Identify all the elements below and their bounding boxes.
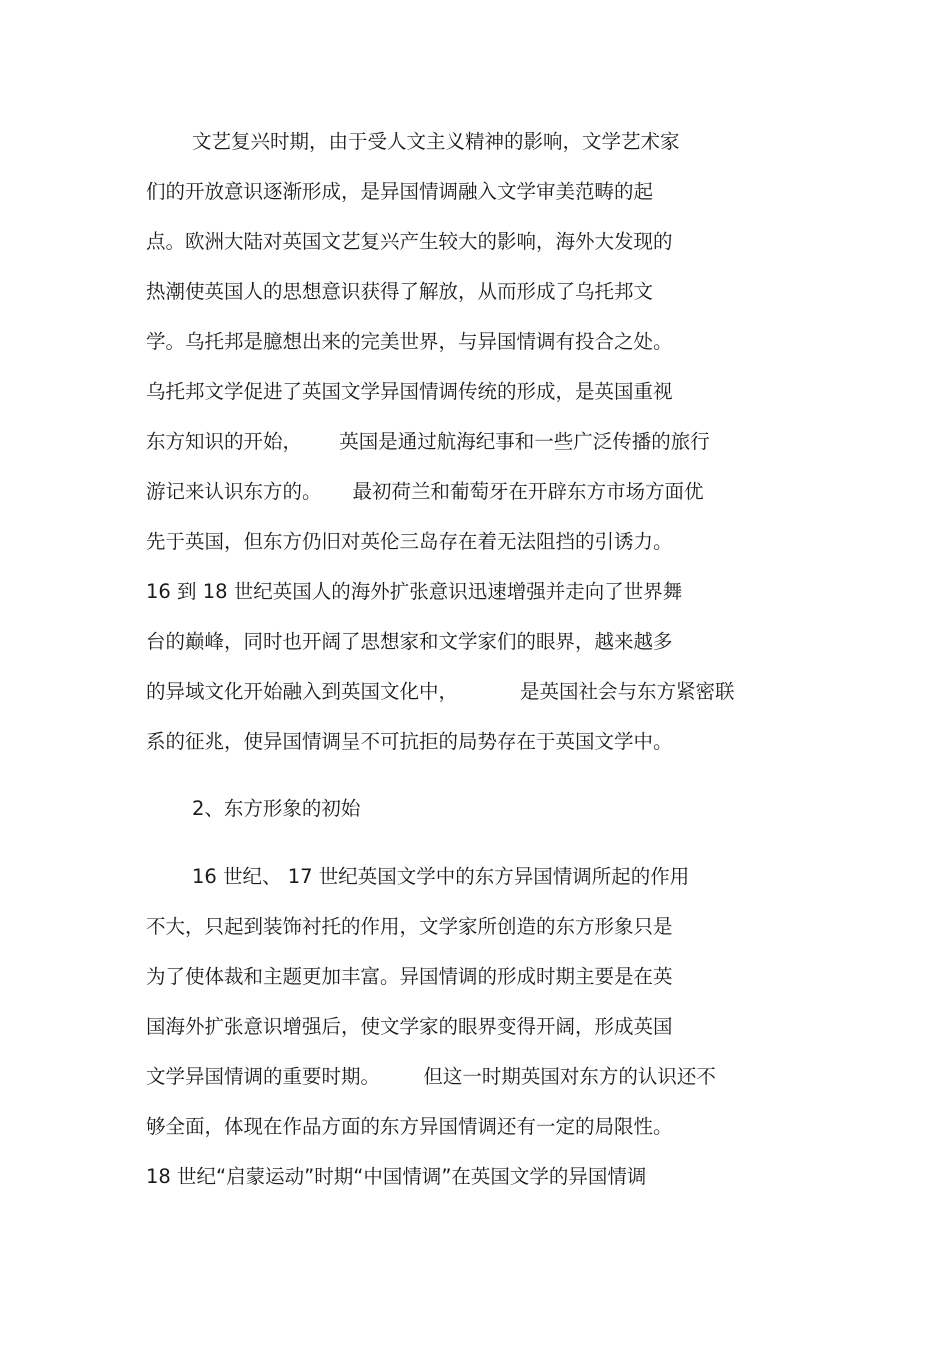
paragraph-2-line-5: 文学异国情调的重要时期。 但这一时期英国对东方的认识还不: [146, 1065, 716, 1088]
section-heading: 2、东方形象的初始: [192, 797, 361, 820]
paragraph-1-line-6: 乌托邦文学促进了英国文学异国情调传统的形成，是英国重视: [146, 380, 673, 403]
paragraph-1-line-11: 台的巅峰，同时也开阔了思想家和文学家们的眼界，越来越多: [146, 630, 673, 653]
paragraph-2-line-4: 国海外扩张意识增强后，使文学家的眼界变得开阔，形成英国: [146, 1015, 673, 1038]
paragraph-2-line-7: 18 世纪“启蒙运动”时期“中国情调”在英国文学的异国情调: [146, 1165, 647, 1188]
paragraph-1-line-12: 的异域文化开始融入到英国文化中， 是英国社会与东方紧密联: [146, 680, 735, 703]
paragraph-1-line-5: 学。乌托邦是臆想出来的完美世界，与异国情调有投合之处。: [146, 330, 673, 353]
paragraph-1-line-9: 先于英国，但东方仍旧对英伦三岛存在着无法阻挡的引诱力。: [146, 530, 673, 553]
paragraph-1-line-1: 文艺复兴时期，由于受人文主义精神的影响，文学艺术家: [192, 130, 680, 153]
paragraph-1-line-10: 16 到 18 世纪英国人的海外扩张意识迅速增强并走向了世界舞: [146, 580, 683, 603]
paragraph-1-line-4: 热潮使英国人的思想意识获得了解放，从而形成了乌托邦文: [146, 280, 654, 303]
paragraph-2-line-1: 16 世纪、 17 世纪英国文学中的东方异国情调所起的作用: [192, 865, 690, 888]
paragraph-1-line-7: 东方知识的开始， 英国是通过航海纪事和一些广泛传播的旅行: [146, 430, 710, 453]
paragraph-2-line-3: 为了使体裁和主题更加丰富。异国情调的形成时期主要是在英: [146, 965, 673, 988]
paragraph-2-line-6: 够全面，体现在作品方面的东方异国情调还有一定的局限性。: [146, 1115, 673, 1138]
paragraph-1-line-8: 游记来认识东方的。 最初荷兰和葡萄牙在开辟东方市场方面优: [146, 480, 704, 503]
paragraph-1-line-2: 们的开放意识逐渐形成，是异国情调融入文学审美范畴的起: [146, 180, 654, 203]
paragraph-1-line-3: 点。欧洲大陆对英国文艺复兴产生较大的影响，海外大发现的: [146, 230, 673, 253]
paragraph-1-line-13: 系的征兆，使异国情调呈不可抗拒的局势存在于英国文学中。: [146, 730, 673, 753]
paragraph-2-line-2: 不大，只起到装饰衬托的作用，文学家所创造的东方形象只是: [146, 915, 673, 938]
